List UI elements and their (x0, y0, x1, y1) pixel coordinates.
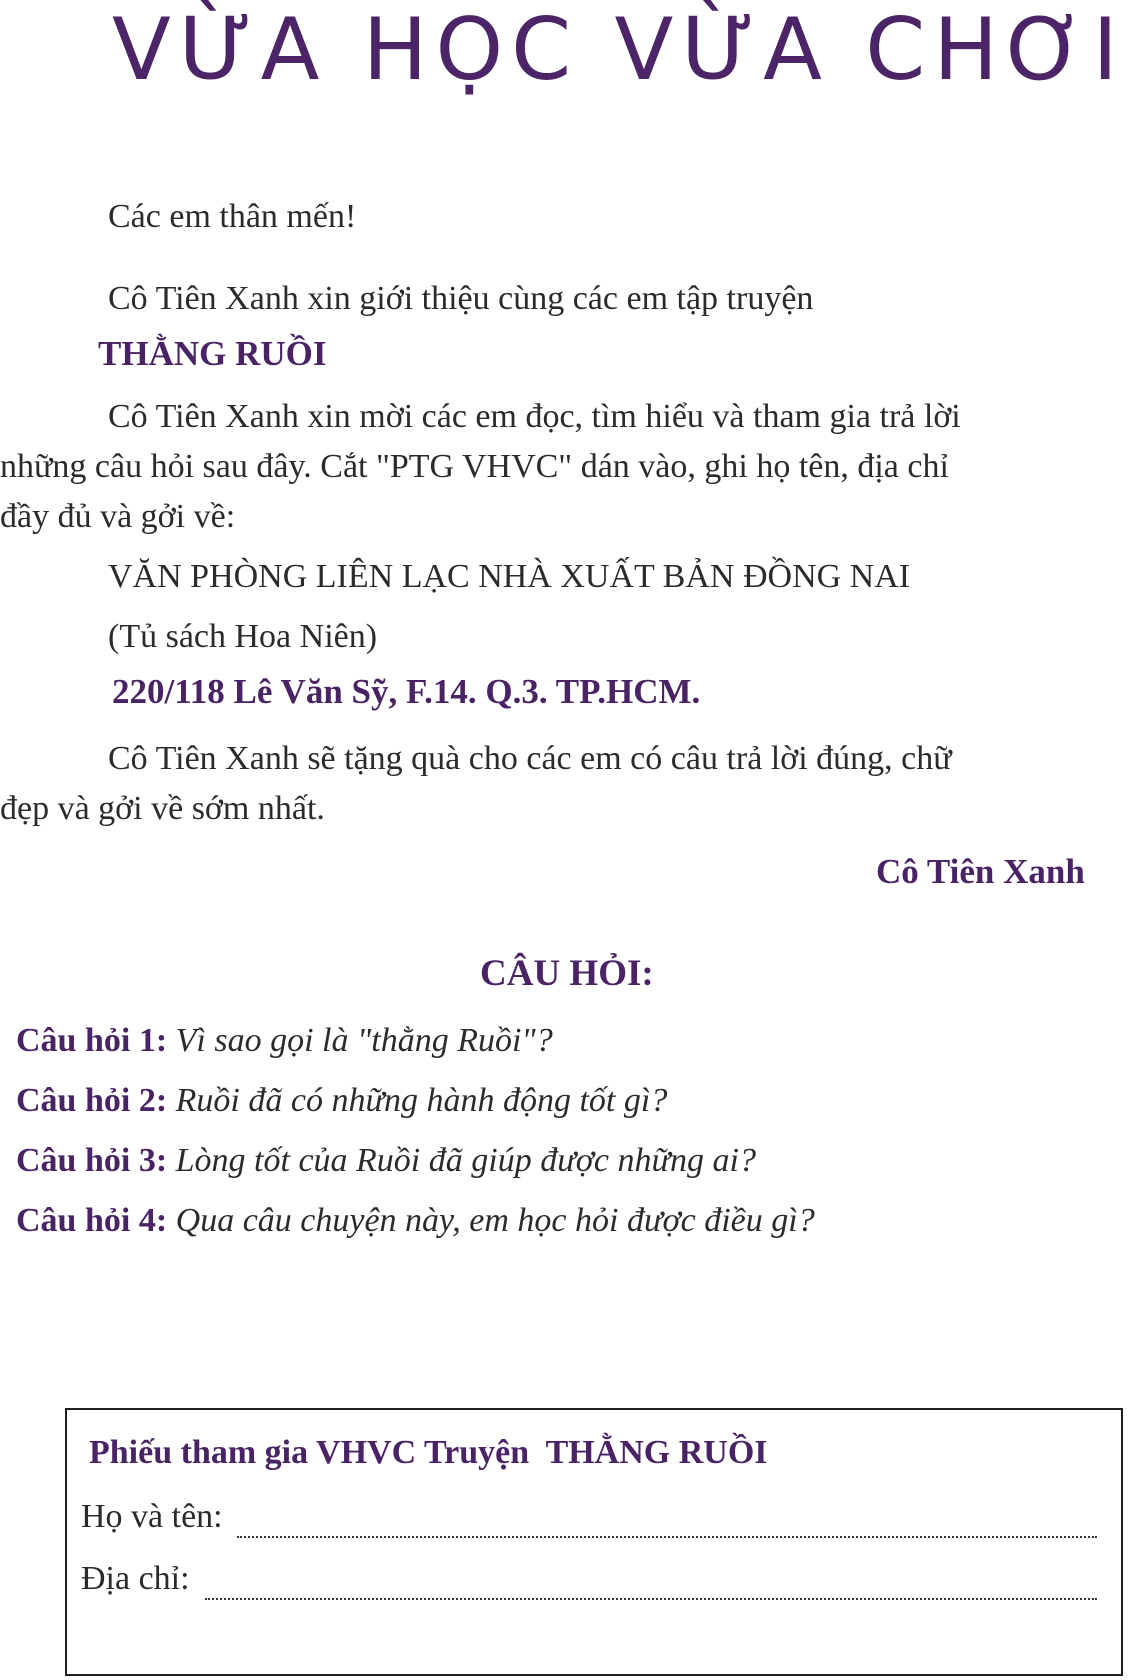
name-field[interactable] (237, 1536, 1097, 1538)
question-item (16, 1142, 756, 1180)
address-organization: VĂN PHÒNG LIÊN LẠC NHÀ XUẤT BẢN ĐỒNG NAI (108, 558, 911, 595)
invite-line-3: đầy đủ và gởi về: (0, 498, 236, 535)
questions-heading: CÂU HỎI: (480, 953, 654, 994)
address-street: 220/118 Lê Văn Sỹ, F.14. Q.3. TP.HCM. (112, 672, 701, 711)
question-item (16, 1082, 667, 1120)
participation-form (65, 1408, 1123, 1676)
question-label: Câu hỏi 3: (16, 1142, 168, 1179)
question-label: Câu hỏi 2: (16, 1082, 168, 1119)
question-label: Câu hỏi 1: (16, 1022, 168, 1059)
question-item (16, 1022, 553, 1060)
address-field[interactable] (205, 1598, 1097, 1600)
question-text: Qua câu chuyện này, em học hỏi được điều gì? (175, 1202, 815, 1239)
question-text: Vì sao gọi là "thằng Ruồi"? (175, 1022, 553, 1059)
invite-line-1: Cô Tiên Xanh xin mời các em đọc, tìm hiểu và tham gia trả lời (108, 398, 961, 435)
gift-line-1: Cô Tiên Xanh sẽ tặng quà cho các em có câu trả lời đúng, chữ (108, 740, 952, 777)
intro-line: Cô Tiên Xanh xin giới thiệu cùng các em tập truyện (108, 280, 814, 317)
form-title-prefix: Phiếu tham gia VHVC Truyện (89, 1434, 530, 1471)
question-label: Câu hỏi 4: (16, 1202, 168, 1239)
address-field-label: Địa chỉ: (81, 1560, 190, 1597)
gift-line-2: đẹp và gởi về sớm nhất. (0, 790, 325, 827)
book-title: THẰNG RUỒI (98, 334, 327, 373)
question-text: Lòng tốt của Ruồi đã giúp được những ai? (175, 1142, 756, 1179)
form-title-book: THẰNG RUỒI (545, 1434, 768, 1471)
page-header-title: VỪA HỌC VỪA CHƠI (112, 0, 1126, 100)
greeting: Các em thân mến! (108, 198, 357, 235)
address-subtitle: (Tủ sách Hoa Niên) (108, 618, 378, 655)
form-title (89, 1434, 768, 1472)
name-field-label: Họ và tên: (81, 1498, 223, 1535)
signature: Cô Tiên Xanh (876, 852, 1085, 891)
question-item (16, 1202, 815, 1240)
question-text: Ruồi đã có những hành động tốt gì? (175, 1082, 668, 1119)
invite-line-2: những câu hỏi sau đây. Cắt "PTG VHVC" dán vào, ghi họ tên, địa chỉ (0, 448, 949, 485)
